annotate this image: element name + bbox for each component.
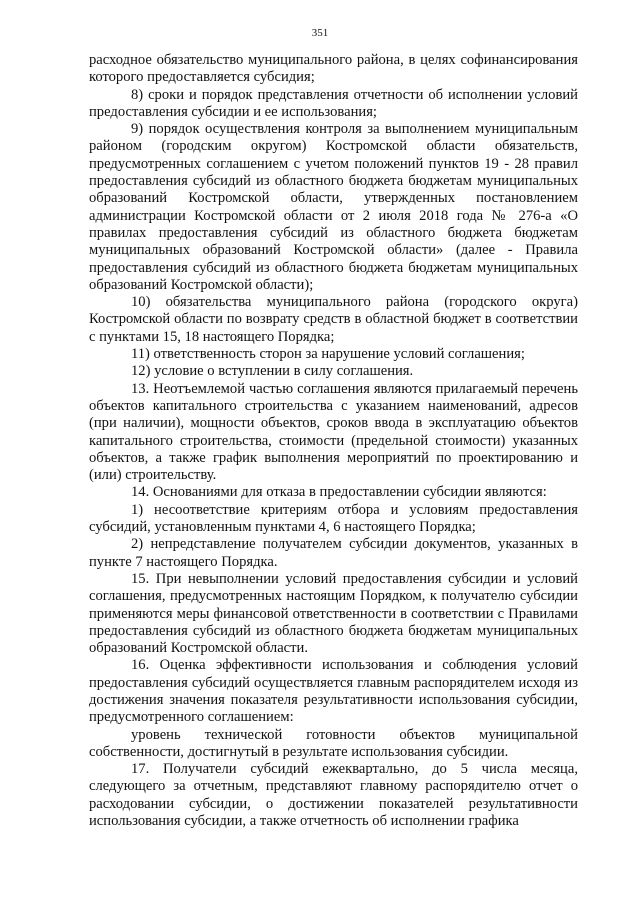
paragraph-item-9: 9) порядок осуществления контроля за выполнением муниципальным районом (городским округом) Костромской области обязательств, предусмотренных соглашением с учетом положений пунктов 19 - 28 правил предоставления субсидий из областного бюджета бюджетам муниципальных образований Костромской области, утвержденных постановлением администрации Костромской области от 2 июля 2018 года № 276-а «О правилах предоставления субсидий из областного бюджета бюджетам муниципальных образований Костромской области» (далее - Правила предоставления субсидий из областного бюджета бюджетам муниципальных образований Костромской области); [89, 121, 578, 293]
document-body [89, 52, 578, 830]
paragraph-clause-15: 15. При невыполнении условий предоставления субсидии и условий соглашения, предусмотренных настоящим Порядком, к получателю субсидии применяются меры финансовой ответственности в соответствии с Правилами предоставления субсидий из областного бюджета бюджетам муниципальных образований Костромской области. [89, 570, 578, 657]
paragraph-item-8: 8) сроки и порядок представления отчетности об исполнении условий предоставления субсидии и ее использования; [89, 86, 578, 120]
page-number: 351 [311, 27, 329, 39]
paragraph-item-11: 11) ответственность сторон за нарушение условий соглашения; [131, 346, 525, 363]
paragraph-item-10: 10) обязательства муниципального района (городского округа) Костромской области по возврату средств в областной бюджет в соответствии с пунктами 15, 18 настоящего Порядка; [89, 294, 578, 345]
paragraph-item-12: 12) условие о вступлении в силу соглашения. [131, 363, 414, 380]
paragraph-indicator: уровень технической готовности объектов муниципальной собственности, достигнутый в результате использования субсидии. [89, 726, 578, 760]
paragraph-clause-14-item-1: 1) несоответствие критериям отбора и условиям предоставления субсидий, установленным пунктами 4, 6 настоящего Порядка; [89, 501, 578, 536]
paragraph-clause-17: 17. Получатели субсидий ежеквартально, до 5 числа месяца, следующего за отчетным, представляют главному распорядителю отчет о расходовании субсидии, о достижении показателей результативности использования субсидии, а также отчетность об исполнении графика [89, 761, 578, 830]
paragraph-clause-16: 16. Оценка эффективности использования и соблюдения условий предоставления субсидий осуществляется главным распорядителем исходя из достижения значения показателя результативности использования субсидии, предусмотренного соглашением: [89, 657, 578, 726]
paragraph-clause-13: 13. Неотъемлемой частью соглашения являются прилагаемый перечень объектов капитального строительства с указанием наименований, адресов (при наличии), мощности объектов, сроков ввода в эксплуатацию объектов капитального строительства, стоимости (предельной стоимости) указанных объектов, а также график выполнения мероприятий по проектированию и (или) строительству. [89, 380, 578, 484]
paragraph-continuation: расходное обязательство муниципального района, в целях софинансирования которого предоставляется субсидия; [89, 52, 578, 86]
paragraph-clause-14: 14. Основаниями для отказа в предоставлении субсидии являются: [131, 484, 547, 501]
paragraph-clause-14-item-2: 2) непредставление получателем субсидии документов, указанных в пункте 7 настоящего Порядка. [89, 536, 578, 570]
